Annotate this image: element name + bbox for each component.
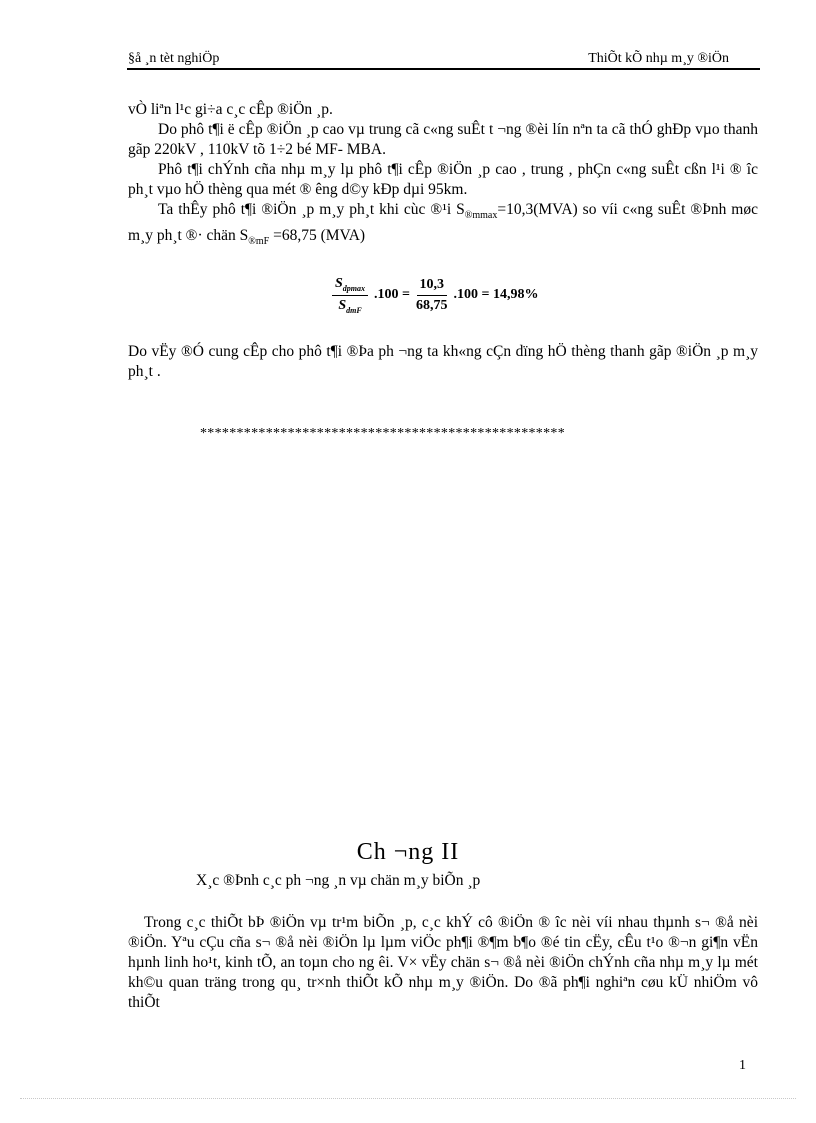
separator-stars: ************************************************** bbox=[200, 426, 565, 441]
formula-result: .100 = 14,98% bbox=[453, 287, 539, 302]
formula-num-symbol: S bbox=[335, 275, 343, 291]
section-1 bbox=[128, 100, 758, 252]
page-number: 1 bbox=[739, 1058, 746, 1073]
page-bottom-divider bbox=[20, 1098, 796, 1099]
para3-text-c: =68,75 (MVA) bbox=[269, 227, 366, 245]
header-divider bbox=[127, 68, 760, 70]
formula-den-symbol: S bbox=[338, 297, 347, 313]
formula-fraction-symbolic bbox=[332, 276, 368, 315]
section-3 bbox=[128, 913, 758, 1013]
para3-text-b: =10,3(MVA) so víi c«ng suÊt ®Þnh møc m¸y ph¸t ®· chän S bbox=[128, 201, 758, 245]
chapter-title: Ch ¬ng II bbox=[356, 839, 460, 865]
formula-den-sub: dmF bbox=[346, 305, 362, 315]
formula-numeric-den: 68,75 bbox=[416, 297, 448, 313]
para3-subscript-2: ®mF bbox=[248, 236, 270, 248]
para3-subscript-1: ®mmax bbox=[464, 210, 498, 222]
section-2 bbox=[128, 342, 758, 382]
paragraph-main-load: Phô t¶i chÝnh cña nhµ m¸y lµ phô t¶i cÊp ®iÖn ¸p cao , trung , phÇn c«ng suÊt cßn l¹i ® îc ph¸t vµo hÖ thèng qua mét ® êng d©y kÐp dµi 95km. bbox=[128, 161, 758, 198]
continuation-line: vÒ liªn l¹c gi÷a c¸c cÊp ®iÖn ¸p. bbox=[128, 101, 333, 118]
formula-num-sub: dpmax bbox=[342, 283, 366, 293]
formula-numeric-num: 10,3 bbox=[417, 277, 448, 296]
formula-multiplier-1: .100 = bbox=[374, 287, 411, 302]
ratio-formula bbox=[330, 273, 543, 317]
paragraph-chapter-intro: Trong c¸c thiÕt bÞ ®iÖn vµ tr¹m biÕn ¸p, c¸c khÝ cô ®iÖn ® îc nèi víi nhau thµnh s¬ ®å nèi ®iÖn. Yªu cÇu cña s¬ ®å nèi ®iÖn lµ lµm viÖc ph¶i ®¶m b¶o ®é tin cËy, cÊu t¹o ®¬n gi¶n vËn hµnh linh ho¹t, kinh tÕ, an toµn cho ng êi. V× vËy chän s¬ ®å nèi ®iÖn chÝnh cña nhµ m¸y lµ mét kh©u quan träng trong qu¸ tr×nh thiÕt kÕ nhµ m¸y ®iÖn. Do ®ã ph¶i nghiªn cøu kÜ nhiÖm vô thiÕt bbox=[128, 914, 758, 1011]
header-left-title: §å ¸n tèt nghiÖp bbox=[128, 51, 220, 66]
paragraph-generator-load bbox=[128, 200, 758, 252]
paragraph-conclusion: Do vËy ®Ó cung cÊp cho phô t¶i ®Þa ph ¬ng ta kh«ng cÇn dïng hÖ thèng thanh gãp ®iÖn ¸p m¸y ph¸t . bbox=[128, 343, 758, 380]
chapter-subtitle: X¸c ®Þnh c¸c ph ¬ng ¸n vµ chän m¸y biÕn ¸p bbox=[196, 872, 481, 889]
paragraph-load-high-voltage: Do phô t¶i ë cÊp ®iÖn ¸p cao vµ trung cã c«ng suÊt t ¬ng ®èi lín nªn ta cã thÓ ghÐp vµo thanh gãp 220kV , 110kV tõ 1÷2 bé MF- MBA. bbox=[128, 121, 758, 158]
header-right-title: ThiÕt kÕ nhµ m¸y ®iÖn bbox=[588, 51, 729, 66]
formula-fraction-numeric bbox=[416, 277, 448, 314]
para3-text-a: Ta thÊy phô t¶i ®iÖn ¸p m¸y ph¸t khi cùc ®¹i S bbox=[158, 201, 465, 218]
